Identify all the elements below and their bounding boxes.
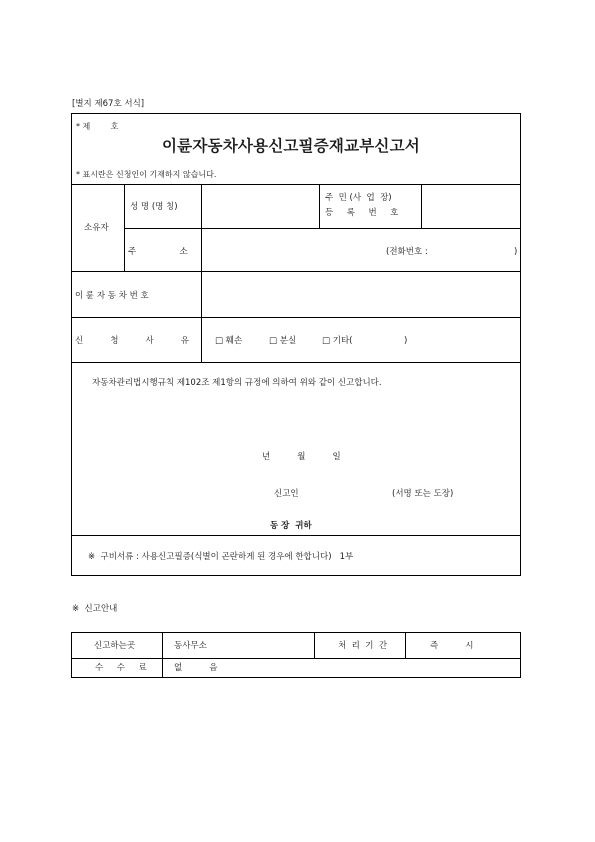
- guide-fee-value: 없 음: [174, 663, 218, 673]
- guide-row-divider: [71, 658, 521, 659]
- form-border-left: [71, 113, 72, 576]
- vehicle-number-label: 이 륜 자 동 차 번 호: [75, 291, 149, 301]
- phone-field[interactable]: [440, 240, 512, 264]
- divider-owner-section: [124, 184, 125, 272]
- divider-vehicle-bottom: [71, 317, 521, 318]
- registration-number-label-line1: 주 민 (사 업 장): [325, 193, 392, 203]
- divider-name-value: [319, 184, 320, 228]
- reason-option-other[interactable]: □ 기타(: [322, 336, 353, 346]
- recipient-line: 동 장 귀하: [270, 521, 312, 531]
- form-border-bottom: [71, 575, 521, 576]
- form-title: 이륜자동차사용신고필증재교부신고서: [162, 137, 420, 155]
- date-field[interactable]: [255, 447, 355, 465]
- reason-label: 신 청 사 유: [75, 336, 189, 346]
- name-label: 성 명 (명 칭): [130, 202, 178, 212]
- declarant-field[interactable]: [310, 484, 390, 502]
- guide-heading: ※ 신고안내: [72, 604, 118, 614]
- divider-reason-bottom: [71, 362, 521, 363]
- guide-border-bottom: [71, 677, 521, 678]
- reason-option-lost[interactable]: □ 분실: [269, 336, 297, 346]
- guide-col-divider-3: [405, 632, 406, 659]
- divider-attachment: [71, 535, 521, 536]
- guide-period-value: 즉 시: [430, 641, 474, 651]
- guide-col-divider-2: [314, 632, 315, 659]
- marked-field-note: * 표시란은 신청인이 기재하지 않습니다.: [76, 170, 217, 179]
- guide-border-left: [71, 632, 72, 678]
- declaration-text: 자동차관리법시행규칙 제102조 제1항의 규정에 의하여 위와 같이 신고합니다.: [92, 378, 382, 388]
- address-label: 주 소: [128, 247, 188, 257]
- date-line: 년 월 일: [262, 452, 341, 462]
- owner-section-label: 소유자: [84, 223, 109, 233]
- declarant-label: 신고인: [274, 489, 299, 499]
- vehicle-number-field[interactable]: [202, 272, 519, 316]
- signature-label: (서명 또는 도장): [392, 489, 454, 499]
- guide-fee-label: 수 수 료: [95, 663, 147, 673]
- number-field-label: * 제 호: [76, 122, 119, 131]
- guide-period-label: 처 리 기 간: [338, 641, 388, 651]
- phone-label: (전화번호 :: [386, 247, 428, 257]
- guide-border-top: [71, 632, 521, 633]
- phone-close-paren: ): [514, 247, 518, 257]
- registration-number-field[interactable]: [422, 185, 519, 227]
- guide-place-label: 신고하는곳: [94, 641, 136, 651]
- registration-number-label-line2: 등 록 번 호: [325, 208, 399, 218]
- name-field[interactable]: [202, 185, 318, 227]
- form-border-top: [71, 113, 521, 114]
- guide-col-divider-1: [162, 632, 163, 678]
- reason-option-damaged[interactable]: □ 훼손: [215, 336, 243, 346]
- guide-place-value: 동사무소: [174, 641, 207, 651]
- guide-border-right: [520, 632, 521, 678]
- form-number-tag: [별지 제67호 서식]: [72, 99, 145, 109]
- attachment-note: ※ 구비서류 : 사용신고필증(식별이 곤란하게 된 경우에 한합니다) 1부: [88, 552, 354, 562]
- address-field[interactable]: [202, 229, 382, 270]
- form-border-right: [520, 113, 521, 576]
- reason-other-close-paren: ): [404, 336, 408, 346]
